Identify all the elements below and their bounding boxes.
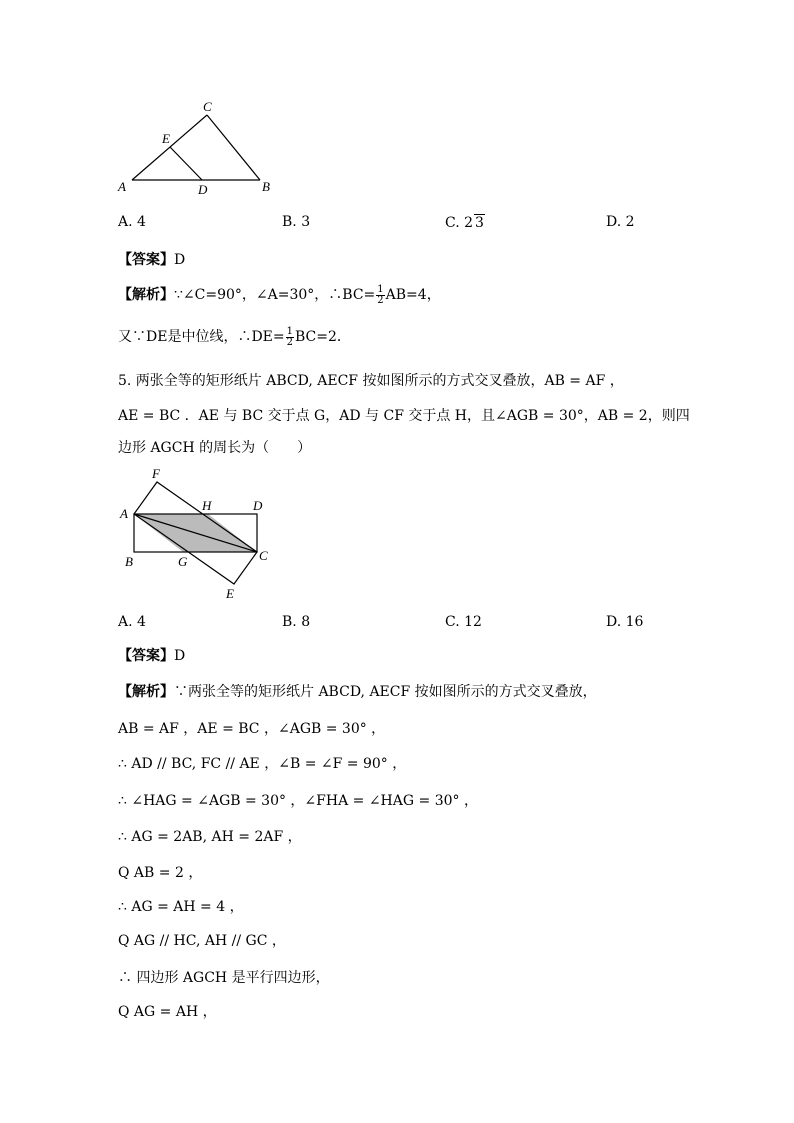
q5-stem-line2: AE = BC ．AE 与 BC 交于点 G，AD 与 CF 交于点 H，且∠AGB = 30°，AB = 2，则四 xyxy=(118,408,690,424)
label-A: A xyxy=(118,179,126,194)
label-G: G xyxy=(178,554,188,569)
label-B: B xyxy=(262,179,270,194)
q4-answer: 【答案】D xyxy=(118,252,186,268)
label-C: C xyxy=(203,99,212,114)
label-A: A xyxy=(120,506,128,521)
label-F: F xyxy=(152,466,160,481)
label-E: E xyxy=(162,131,170,146)
label-B: B xyxy=(125,554,133,569)
q5-step-2: ∴ AD // BC, FC // AE ，∠B = ∠F = 90° ， xyxy=(118,756,407,772)
label-D: D xyxy=(198,182,208,195)
q4-analysis-line2: 又∵DE是中位线，∴DE= $\frac{1}{2}$ BC=2． xyxy=(118,325,351,348)
q5-analysis-line1: 【解析】∵两张全等的矩形纸片 ABCD, AECF 按如图所示的方式交叉叠放， xyxy=(118,684,597,700)
label-E: E xyxy=(226,586,234,601)
q5-step-1: AB = AF ，AE = BC ，∠AGB = 30° ， xyxy=(118,721,386,737)
q5-step-7: Q AG // HC, AH // GC ， xyxy=(118,933,286,949)
label-D: D xyxy=(253,498,263,513)
q4-option-c: C. 2 3 xyxy=(445,215,484,231)
q5-stem-line3: 边形 AGCH 的周长为（ ） xyxy=(118,440,312,456)
q4-option-d: D. 2 xyxy=(606,214,635,230)
q4-option-b: B. 3 xyxy=(282,214,311,230)
q4-analysis-line1: 【解析】∵∠C=90°，∠A=30°，∴BC= $\frac{1}{2}$ AB=4， xyxy=(118,283,441,306)
q5-option-a: A. 4 xyxy=(118,614,146,630)
q5-option-b: B. 8 xyxy=(282,614,311,630)
q5-answer: 【答案】D xyxy=(118,648,186,664)
q5-stem-line1: 5. 两张全等的矩形纸片 ABCD, AECF 按如图所示的方式交叉叠放，AB = AF ， xyxy=(118,373,624,389)
q5-step-4: ∴ AG = 2AB, AH = 2AF ， xyxy=(118,829,302,845)
label-C: C xyxy=(259,548,268,563)
q5-step-5: Q AB = 2 ， xyxy=(118,865,203,881)
label-H: H xyxy=(202,498,212,513)
q5-step-8: ∴ 四边形 AGCH 是平行四边形， xyxy=(118,970,330,986)
sqrt-symbol: 3 xyxy=(475,215,484,231)
q5-option-c: C. 12 xyxy=(445,614,482,630)
q5-option-d: D. 16 xyxy=(606,614,644,630)
q5-step-9: Q AG = AH ， xyxy=(118,1004,217,1020)
q5-step-6: ∴ AG = AH = 4 ， xyxy=(118,899,244,915)
rectangles-figure xyxy=(112,462,282,604)
q5-step-3: ∴ ∠HAG = ∠AGB = 30° ，∠FHA = ∠HAG = 30° ， xyxy=(118,793,478,809)
fraction-half: $\frac{1}{2}$ xyxy=(377,283,384,306)
q4-option-a: A. 4 xyxy=(118,214,146,230)
triangle-figure xyxy=(110,95,280,195)
fraction-half: $\frac{1}{2}$ xyxy=(286,325,293,348)
